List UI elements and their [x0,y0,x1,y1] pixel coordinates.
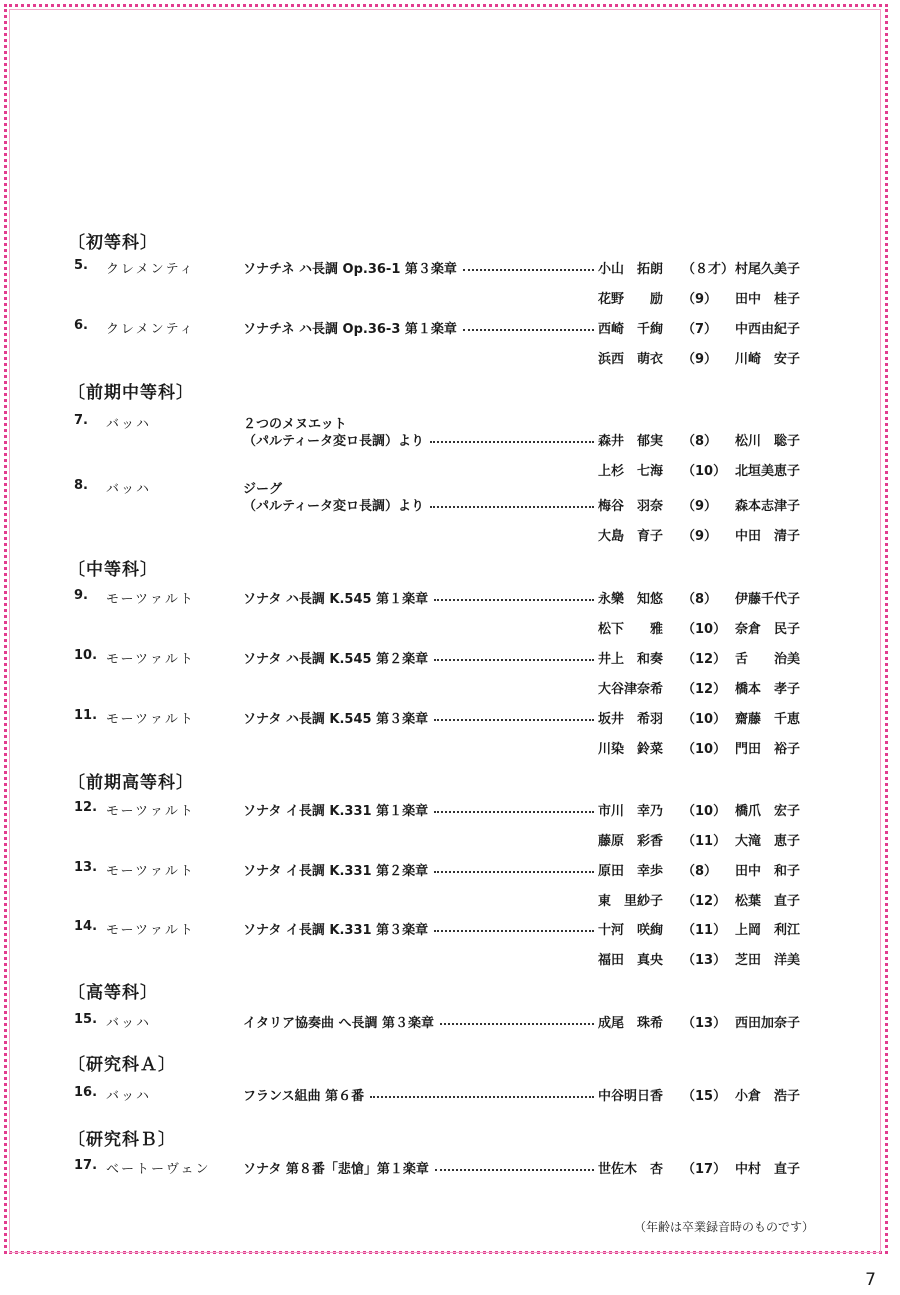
teacher-name: 中西由紀子 [735,322,801,337]
section-heading: 〔前期中等科〕 [68,383,194,403]
entry-number: 8. [74,478,88,493]
teacher-name: 森本志津子 [735,499,801,514]
piece-title: ソナタ イ長調 K.331 第１楽章 [243,804,429,819]
entry-number: 16. [74,1085,98,1100]
performer-name: 中谷明日香 [598,1089,664,1104]
performer-name: 川染 鈴菜 [598,742,664,757]
dotted-leader [434,717,594,721]
piece-title: ２つのメヌエット [243,417,347,432]
section-heading: 〔高等科〕 [68,983,158,1003]
dotted-leader [370,1094,594,1098]
performer-age: （13） [682,953,727,968]
teacher-name: 芝田 洋美 [735,953,801,968]
composer-name: クレメンティ [106,262,195,277]
page-number: 7 [865,1270,876,1290]
performer-age: （12） [682,682,727,697]
performer-age: （10） [682,804,727,819]
performer-age: （8） [682,592,718,607]
performer-age: （11） [682,923,727,938]
entry-number: 6. [74,318,88,333]
teacher-name: 川崎 安子 [735,352,801,367]
teacher-name: 村尾久美子 [735,262,801,277]
piece-title: ソナチネ ハ長調 Op.36-3 第１楽章 [243,322,457,337]
teacher-name: 橋爪 宏子 [735,804,801,819]
performer-age: （8） [682,434,718,449]
performer-name: 井上 和奏 [598,652,664,667]
section-heading: 〔前期高等科〕 [68,773,194,793]
dotted-leader [434,869,594,873]
dotted-leader [434,928,594,932]
teacher-name: 田中 桂子 [735,292,801,307]
piece-title: ソナタ ハ長調 K.545 第２楽章 [243,652,429,667]
performer-age: （12） [682,652,727,667]
teacher-name: 門田 裕子 [735,742,801,757]
performer-name: 梅谷 羽奈 [598,499,664,514]
entry-number: 10. [74,648,98,663]
performer-name: 市川 幸乃 [598,804,664,819]
entry-number: 17. [74,1158,98,1173]
composer-name: モーツァルト [106,712,195,727]
performer-name: 花野 励 [598,292,664,307]
performer-name: 上杉 七海 [598,464,664,479]
composer-name: バッハ [106,1089,152,1104]
composer-name: バッハ [106,1016,152,1031]
performer-name: 原田 幸歩 [598,864,664,879]
composer-name: モーツァルト [106,804,195,819]
performer-name: 福田 真央 [598,953,664,968]
teacher-name: 伊藤千代子 [735,592,801,607]
piece-title: ソナタ 第８番「悲愴」第１楽章 [243,1162,429,1177]
teacher-name: 舌 治美 [735,652,801,667]
entry-number: 12. [74,800,98,815]
piece-title: ソナタ ハ長調 K.545 第３楽章 [243,712,429,727]
entry-number: 9. [74,588,88,603]
teacher-name: 齋藤 千恵 [735,712,801,727]
dotted-leader [434,657,594,661]
piece-title: ソナタ ハ長調 K.545 第１楽章 [243,592,429,607]
piece-title: ジーグ [243,482,283,497]
dotted-leader [463,327,594,331]
performer-name: 小山 拓朗 [598,262,664,277]
performer-name: 成尾 珠希 [598,1016,664,1031]
performer-age: （9） [682,529,718,544]
performer-age: （9） [682,499,718,514]
performer-name: 世佐木 杏 [598,1162,664,1177]
dotted-leader [463,267,594,271]
teacher-name: 中村 直子 [735,1162,801,1177]
performer-age: （10） [682,712,727,727]
performer-age: （7） [682,322,718,337]
performer-name: 西崎 千絢 [598,322,664,337]
teacher-name: 松川 聡子 [735,434,801,449]
piece-title: ソナタ イ長調 K.331 第２楽章 [243,864,429,879]
teacher-name: 田中 和子 [735,864,801,879]
dotted-leader [440,1021,594,1025]
composer-name: バッハ [106,417,152,432]
composer-name: モーツァルト [106,592,195,607]
performer-age: （10） [682,622,727,637]
teacher-name: 西田加奈子 [735,1016,801,1031]
dotted-leader [434,809,594,813]
entry-number: 5. [74,258,88,273]
piece-title: イタリア協奏曲 へ長調 第３楽章 [243,1016,435,1031]
performer-name: 森井 郁実 [598,434,664,449]
performer-name: 大島 育子 [598,529,664,544]
entry-number: 14. [74,919,98,934]
piece-title: （パルティータ変ロ長調）より [243,434,424,449]
piece-title: ソナチネ ハ長調 Op.36-1 第３楽章 [243,262,457,277]
composer-name: モーツァルト [106,864,195,879]
composer-name: ベートーヴェン [106,1162,211,1177]
performer-age: （15） [682,1089,727,1104]
composer-name: モーツァルト [106,923,195,938]
composer-name: バッハ [106,482,152,497]
performer-age: （11） [682,834,727,849]
performer-age: （12） [682,894,727,909]
dotted-leader [430,504,594,508]
performer-age: （10） [682,742,727,757]
dotted-leader [430,439,594,443]
performer-age: （10） [682,464,727,479]
entry-number: 15. [74,1012,98,1027]
performer-name: 浜西 萌衣 [598,352,664,367]
composer-name: クレメンティ [106,322,195,337]
piece-title: ソナタ イ長調 K.331 第３楽章 [243,923,429,938]
section-heading: 〔研究科Ｂ〕 [68,1130,176,1150]
teacher-name: 北垣美恵子 [735,464,801,479]
performer-name: 十河 咲絢 [598,923,664,938]
teacher-name: 大滝 恵子 [735,834,801,849]
section-heading: 〔中等科〕 [68,560,158,580]
performer-name: 東 里紗子 [598,894,664,909]
section-heading: 〔研究科Ａ〕 [68,1055,176,1075]
performer-age: （13） [682,1016,727,1031]
piece-title: （パルティータ変ロ長調）より [243,499,424,514]
age-note: （年齢は卒業録音時のものです） [633,1220,814,1234]
entry-number: 13. [74,860,98,875]
teacher-name: 奈倉 民子 [735,622,801,637]
performer-age: （9） [682,292,718,307]
teacher-name: 上岡 利江 [735,923,801,938]
performer-name: 大谷津奈希 [598,682,664,697]
piece-title: フランス組曲 第６番 [243,1089,365,1104]
entry-number: 7. [74,413,88,428]
composer-name: モーツァルト [106,652,195,667]
dotted-leader [435,1167,594,1171]
performer-age: （8） [682,864,718,879]
performer-age: （17） [682,1162,727,1177]
teacher-name: 小倉 浩子 [735,1089,801,1104]
performer-name: 永樂 知悠 [598,592,664,607]
performer-name: 坂井 希羽 [598,712,664,727]
dotted-leader [434,597,594,601]
performer-name: 藤原 彩香 [598,834,664,849]
performer-age: （9） [682,352,718,367]
performer-name: 松下 雅 [598,622,664,637]
teacher-name: 橋本 孝子 [735,682,801,697]
teacher-name: 松葉 直子 [735,894,801,909]
section-heading: 〔初等科〕 [68,233,158,253]
performer-age: （８才） [682,262,735,277]
entry-number: 11. [74,708,98,723]
teacher-name: 中田 清子 [735,529,801,544]
